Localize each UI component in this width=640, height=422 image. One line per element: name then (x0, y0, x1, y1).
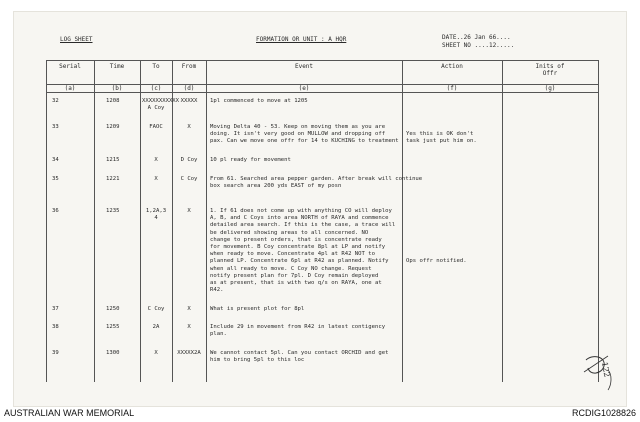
event-line: 1pl commenced to move at 1205 (210, 98, 308, 104)
column-rule (46, 60, 47, 382)
serial-cell: 37 (52, 306, 59, 312)
event-line: as at present, that is with two q/s on RAYA, one at (210, 280, 382, 286)
time-cell: 1208 (106, 98, 120, 104)
from-cell: C Coy (180, 176, 198, 182)
serial-cell: 38 (52, 324, 59, 330)
time-cell: 1300 (106, 350, 120, 356)
column-rule (206, 60, 207, 382)
formation-unit: FORMATION OR UNIT : A HQR (256, 36, 347, 43)
column-header: Serial (59, 63, 81, 70)
archive-credit: AUSTRALIAN WAR MEMORIAL (4, 408, 135, 418)
action-line: Yes this is OK don't (406, 131, 474, 138)
to-cell: 4 (154, 215, 158, 222)
time-cell: 1255 (106, 324, 120, 330)
event-line: box search area 200 yds EAST of my posn (210, 183, 342, 190)
event-line: for movement. B Coy concentrate 8pl at LP and notify (210, 244, 386, 250)
column-subheader: (c) (150, 85, 162, 92)
column-header: To (152, 63, 160, 70)
column-subheader: (b) (111, 85, 123, 92)
column-subheader: (e) (298, 85, 310, 92)
column-subheader: (f) (446, 85, 458, 92)
to-cell: X (154, 350, 158, 356)
column-rule (172, 60, 173, 382)
from-cell: X (187, 124, 191, 130)
from-cell: X (187, 324, 191, 330)
column-rule (598, 60, 599, 382)
time-cell: 1209 (106, 124, 120, 130)
to-cell: C Coy (147, 306, 165, 312)
event-line: From 61. Searched area pepper garden. After break will continue (210, 176, 423, 182)
header-rule (46, 92, 598, 93)
time-cell: 1215 (106, 157, 120, 163)
event-line: We cannot contact 5pl. Can you contact ORCHID and get (210, 350, 389, 356)
column-rule (502, 60, 503, 382)
event-line: when ready to move. Concentrate 4pl at R42 NOT to (210, 251, 376, 258)
event-line: notify present plan for 7pl. D Coy remain deployed (210, 272, 379, 279)
column-header: Inits of Offr (535, 63, 565, 77)
from-cell: D Coy (180, 157, 198, 163)
to-cell: XXXXXXXXXXX (142, 98, 180, 104)
event-line: him to bring 5pl to this loc (210, 357, 305, 364)
column-rule (402, 60, 403, 382)
to-cell: FAOC (149, 124, 163, 130)
header-rule (46, 60, 598, 61)
log-sheet (14, 12, 626, 406)
date-field: DATE..26 Jan 66.... (442, 34, 511, 41)
serial-cell: 39 (52, 350, 59, 356)
from-cell: X (187, 306, 191, 312)
column-subheader: (d) (183, 85, 195, 92)
to-cell: 2A (152, 324, 160, 330)
log-sheet-title: LOG SHEET (60, 36, 93, 43)
action-line: task just put him on. (406, 138, 477, 145)
from-cell: XXXXX (180, 98, 198, 104)
to-cell: X (154, 176, 158, 182)
event-line: change to present orders, that is concentrate ready (210, 236, 382, 243)
serial-cell: 36 (52, 208, 59, 214)
event-line: when all ready to move. C Coy NO change. Request (210, 265, 372, 272)
column-rule (94, 60, 95, 382)
margin-note: 122 (599, 361, 612, 378)
column-subheader: (g) (544, 85, 556, 92)
column-header: Time (109, 63, 125, 70)
serial-cell: 34 (52, 157, 59, 163)
event-line: A, B, and C Coys into area NORTH of RAYA and commence (210, 215, 389, 222)
serial-cell: 32 (52, 98, 59, 104)
event-line: 1. If 61 does not come up with anything CO will deploy (210, 208, 392, 214)
event-line: 10 pl ready for movement (210, 157, 291, 163)
action-line: Ops offr notified. (406, 258, 467, 265)
serial-cell: 33 (52, 124, 59, 130)
from-cell: X (187, 208, 191, 214)
event-line: planned LP. Concentrate 6pl at R42 as planned. Notify (210, 258, 389, 265)
event-line: doing. It isn't very good on MULLOW and dropping off (210, 131, 386, 138)
column-subheader: (a) (64, 85, 76, 92)
archive-reference: RCDIG1028826 (571, 408, 636, 418)
event-line: be delivered showing areas to all concerned. NO (210, 229, 369, 236)
to-cell: X (154, 157, 158, 163)
column-header: Action (441, 63, 463, 70)
event-line: pax. Can we move one offr for 14 to KUCHING to treatment (210, 138, 399, 145)
event-line: Include 29 in movement from R42 in latest contigency (210, 324, 386, 330)
column-rule (140, 60, 141, 382)
time-cell: 1221 (106, 176, 120, 182)
to-cell: 1,2A,3 (145, 208, 167, 214)
time-cell: 1235 (106, 208, 120, 214)
event-line: Moving Delta 40 - 53. Keep on moving them as you are (210, 124, 386, 130)
serial-cell: 35 (52, 176, 59, 182)
event-line: What is present plot for 8pl (210, 306, 305, 312)
column-header: From (181, 63, 197, 70)
event-line: plan. (210, 331, 227, 338)
sheet-number: SHEET NO ....12..... (442, 42, 515, 49)
column-header: Event (294, 63, 314, 70)
to-cell: A Coy (147, 105, 165, 112)
event-line: R42. (210, 287, 224, 294)
time-cell: 1250 (106, 306, 120, 312)
event-line: detailed area search. If this is the case, a trace will (210, 222, 396, 229)
from-cell: XXXXX2A (177, 350, 201, 356)
